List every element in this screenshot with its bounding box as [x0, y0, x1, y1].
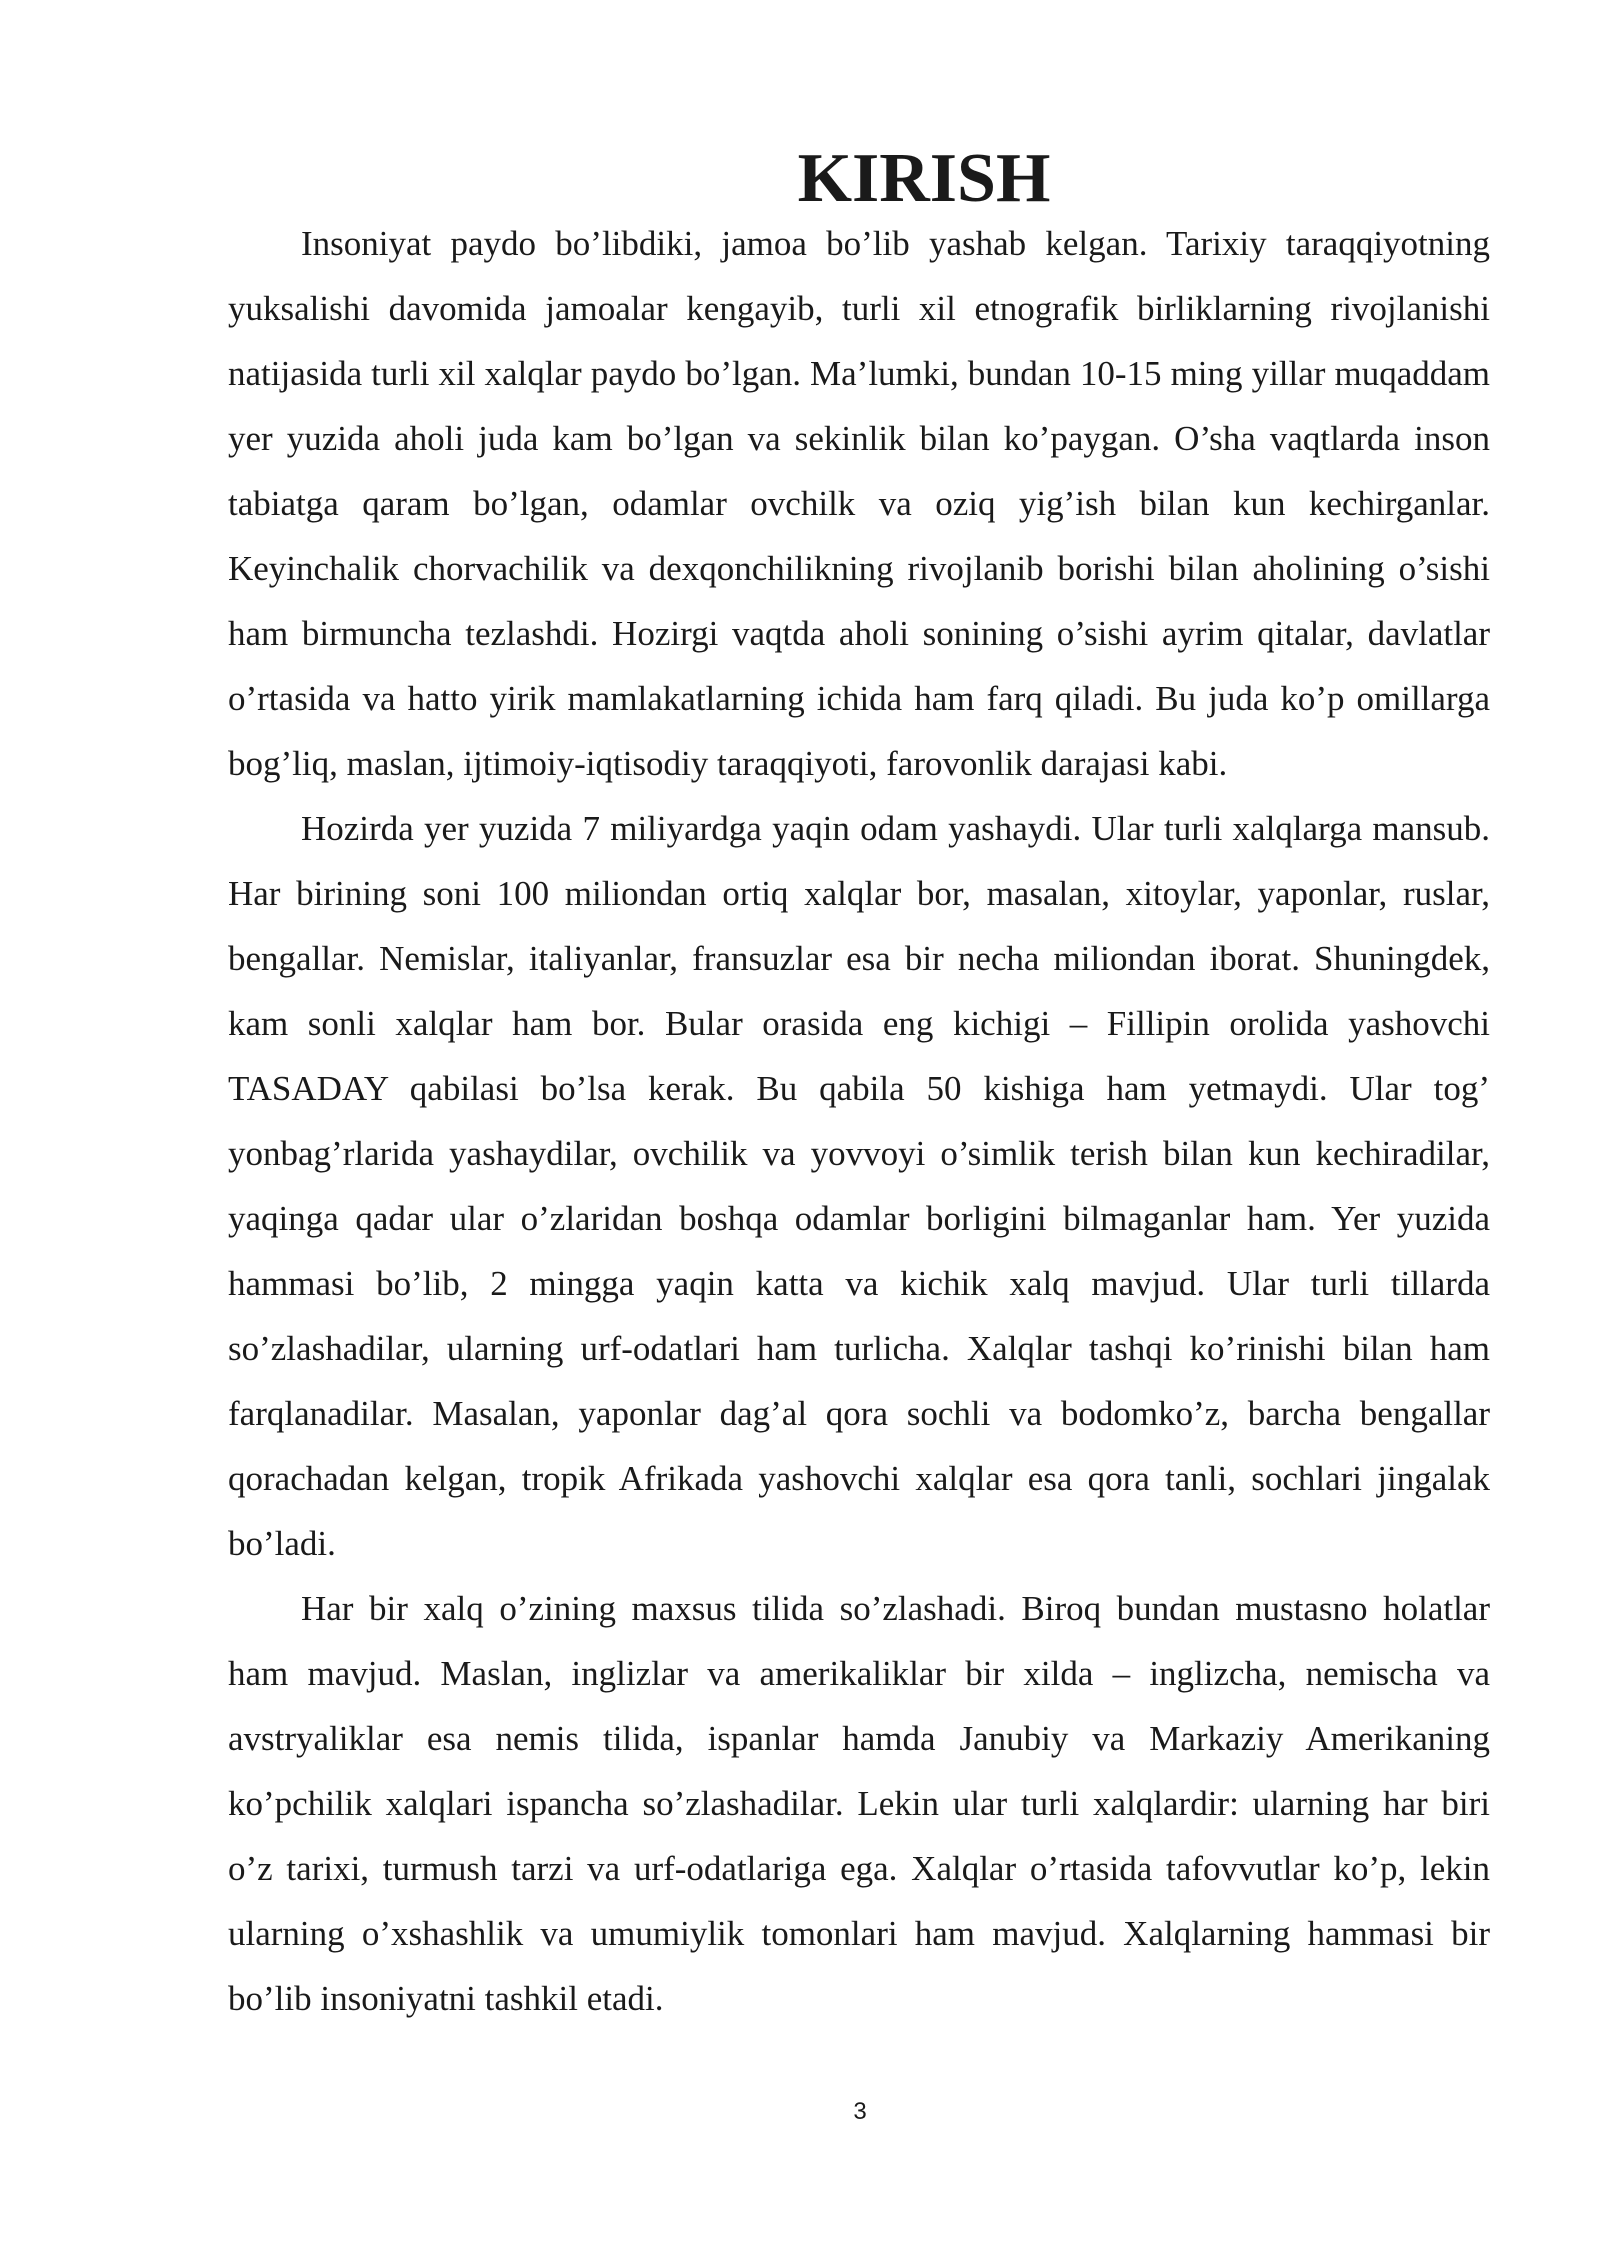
paragraph-2: Hozirda yer yuzida 7 miliyardga yaqin odam yashaydi. Ular turli xalqlarga mansub. Har birining soni 100 miliondan ortiq xalqlar bor, masalan, xitoylar, yaponlar, ruslar, bengallar. Nemislar, italiyanlar, fransuzlar esa bir necha miliondan iborat. Shuningdek, kam sonli xalqlar ham bor. Bular orasida eng kichigi – Fillipin orolida yashovchi TASADAY qabilasi bo’lsa kerak. Bu qabila 50 kishiga ham yetmaydi. Ular tog’ yonbag’rlarida yashaydilar, ovchilik va yovvoyi o’simlik terish bilan kun kechiradilar, yaqinga qadar ular o’zlaridan boshqa odamlar borligini bilmaganlar ham. Yer yuzida hammasi bo’lib, 2 mingga yaqin katta va kichik xalq mavjud. Ular turli tillarda so’zlashadilar, ularning urf-odatlari ham turlicha. Xalqlar tashqi ko’rinishi bilan ham farqlanadilar. Masalan, yaponlar dag’al qora sochli va bodomko’z, barcha bengallar qorachadan kelgan, tropik Afrikada yashovchi xalqlar esa qora tanli, sochlari jingalak bo’ladi.: [228, 809, 1490, 1563]
page-number: 3: [853, 2098, 867, 2125]
page-title: KIRISH: [797, 140, 1051, 217]
paragraph-3: Har bir xalq o’zining maxsus tilida so’zlashadi. Biroq bundan mustasno holatlar ham mavjud. Maslan, inglizlar va amerikaliklar bir xilda – inglizcha, nemischa va avstryaliklar esa nemis tilida, ispanlar hamda Janubiy va Markaziy Amerikaning ko’pchilik xalqlari ispancha so’zlashadilar. Lekin ular turli xalqlardir: ularning har biri o’z tarixi, turmush tarzi va urf-odatlariga ega. Xalqlar o’rtasida tafovvutlar ko’p, lekin ularning o’xshashlik va umumiylik tomonlari ham mavjud. Xalqlarning hammasi bir bo’lib insoniyatni tashkil etadi.: [228, 1589, 1490, 2018]
page-body: [228, 140, 1490, 2031]
paragraph-1: Insoniyat paydo bo’libdiki, jamoa bo’lib yashab kelgan. Tarixiy taraqqiyotning yuksalishi davomida jamoalar kengayib, turli xil etnografik birliklarning rivojlanishi natijasida turli xil xalqlar paydo bo’lgan. Ma’lumki, bundan 10-15 ming yillar muqaddam yer yuzida aholi juda kam bo’lgan va sekinlik bilan ko’paygan. O’sha vaqtlarda inson tabiatga qaram bo’lgan, odamlar ovchilk va oziq yig’ish bilan kun kechirganlar. Keyinchalik chorvachilik va dexqonchilikning rivojlanib borishi bilan aholining o’sishi ham birmuncha tezlashdi. Hozirgi vaqtda aholi sonining o’sishi ayrim qitalar, davlatlar o’rtasida va hatto yirik mamlakatlarning ichida ham farq qiladi. Bu juda ko’p omillarga bog’liq, maslan, ijtimoiy-iqtisodiy taraqqiyoti, farovonlik darajasi kabi.: [228, 224, 1490, 783]
